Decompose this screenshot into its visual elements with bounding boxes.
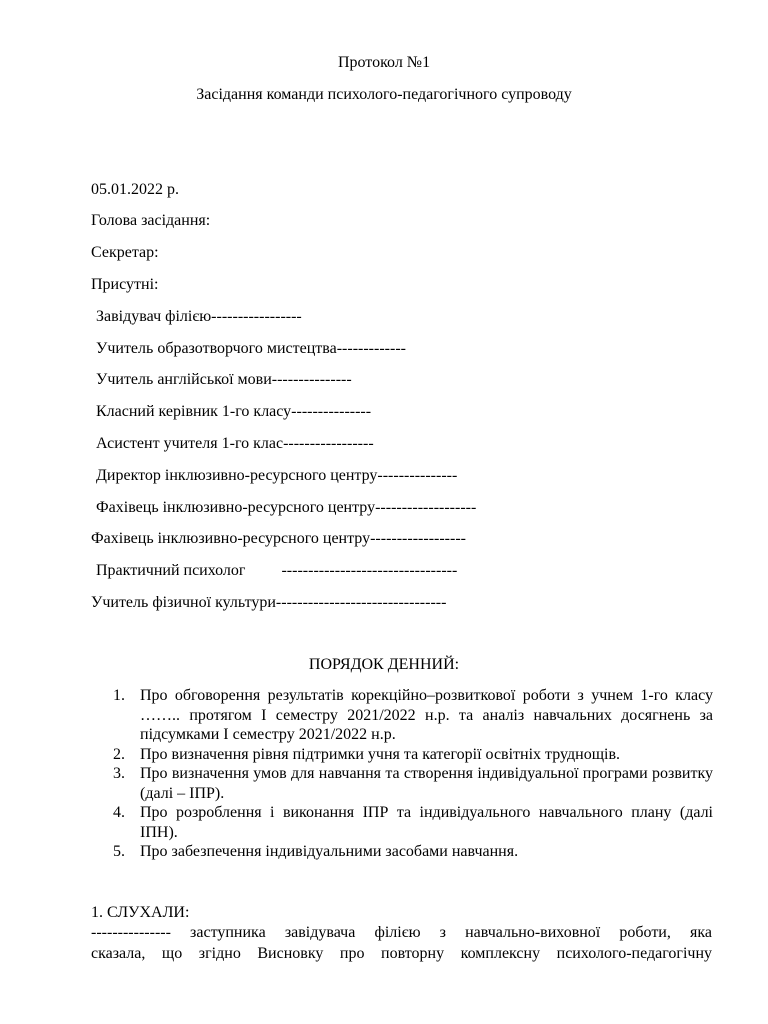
agenda-item-text: Про обговорення результатів корекційно–розвиткової роботи з учнем 1-го класу …….. протягом І семестру 2021/2022 н.р. та аналіз навчальних досягнень за підсумками І семестру 2021/2022 н.р. <box>140 687 713 743</box>
agenda-item-text: Про забезпечення індивідуальними засобами навчання. <box>140 843 519 860</box>
secretary-label: Секретар: <box>91 244 159 261</box>
meeting-date: 05.01.2022 р. <box>91 181 179 198</box>
agenda-item <box>113 764 713 803</box>
attendee-role: Практичний психолог <box>96 562 246 579</box>
present-label: Присутні: <box>91 276 159 293</box>
protocol-title: Протокол №1 <box>337 54 431 71</box>
attendee-line: Фахівець інклюзивно-ресурсного центру------------------ <box>91 530 466 547</box>
agenda-item <box>113 803 713 842</box>
attendee-line: Директор інклюзивно-ресурсного центру--------------- <box>96 467 458 484</box>
chair-label: Голова засідання: <box>91 212 211 229</box>
attendee-line: Учитель образотворчого мистецтва------------- <box>96 340 406 357</box>
attendee-line: Учитель англійської мови--------------- <box>96 371 352 388</box>
agenda-item <box>113 842 713 862</box>
agenda-item <box>113 745 713 765</box>
agenda-item-text: Про визначення рівня підтримки учня та категорії освітніх труднощів. <box>140 745 621 763</box>
attendee-line <box>96 562 457 580</box>
agenda-item-number: 4. <box>113 804 125 821</box>
agenda-item-number: 5. <box>113 843 125 860</box>
agenda-item-number: 3. <box>113 765 125 782</box>
agenda-title: ПОРЯДОК ДЕННИЙ: <box>308 656 460 673</box>
agenda-item-number: 1. <box>113 687 125 704</box>
attendee-line: Фахівець інклюзивно-ресурсного центру------------------- <box>96 499 477 516</box>
agenda-item-text: Про визначення умов для навчання та створення індивідуальної програми розвитку (далі – ІПР). <box>140 765 713 802</box>
section-paragraph-line: сказала, що згідно Висновку про повторну комплексну психолого-педагогічну <box>91 945 712 962</box>
agenda-item <box>113 686 713 745</box>
attendee-line: Асистент учителя 1-го клас----------------- <box>96 435 374 452</box>
attendee-line: Завідувач філією----------------- <box>96 308 302 325</box>
meeting-subtitle: Засідання команди психолого-педагогічного супроводу <box>196 86 572 103</box>
attendee-dashes: --------------------------------- <box>281 562 458 579</box>
agenda-item-text: Про розроблення і виконання ІПР та індивідуального навчального плану (далі ІПН). <box>140 804 713 841</box>
section-heading: 1. СЛУХАЛИ: <box>91 904 190 921</box>
attendee-line: Учитель фізичної культури-------------------------------- <box>91 594 447 611</box>
section-paragraph-line: --------------- заступника завідувача філією з навчально-виховної роботи, яка <box>91 924 712 941</box>
attendee-line: Класний керівник 1-го класу--------------- <box>96 403 372 420</box>
agenda-item-number: 2. <box>113 745 125 763</box>
agenda-list <box>113 686 713 862</box>
